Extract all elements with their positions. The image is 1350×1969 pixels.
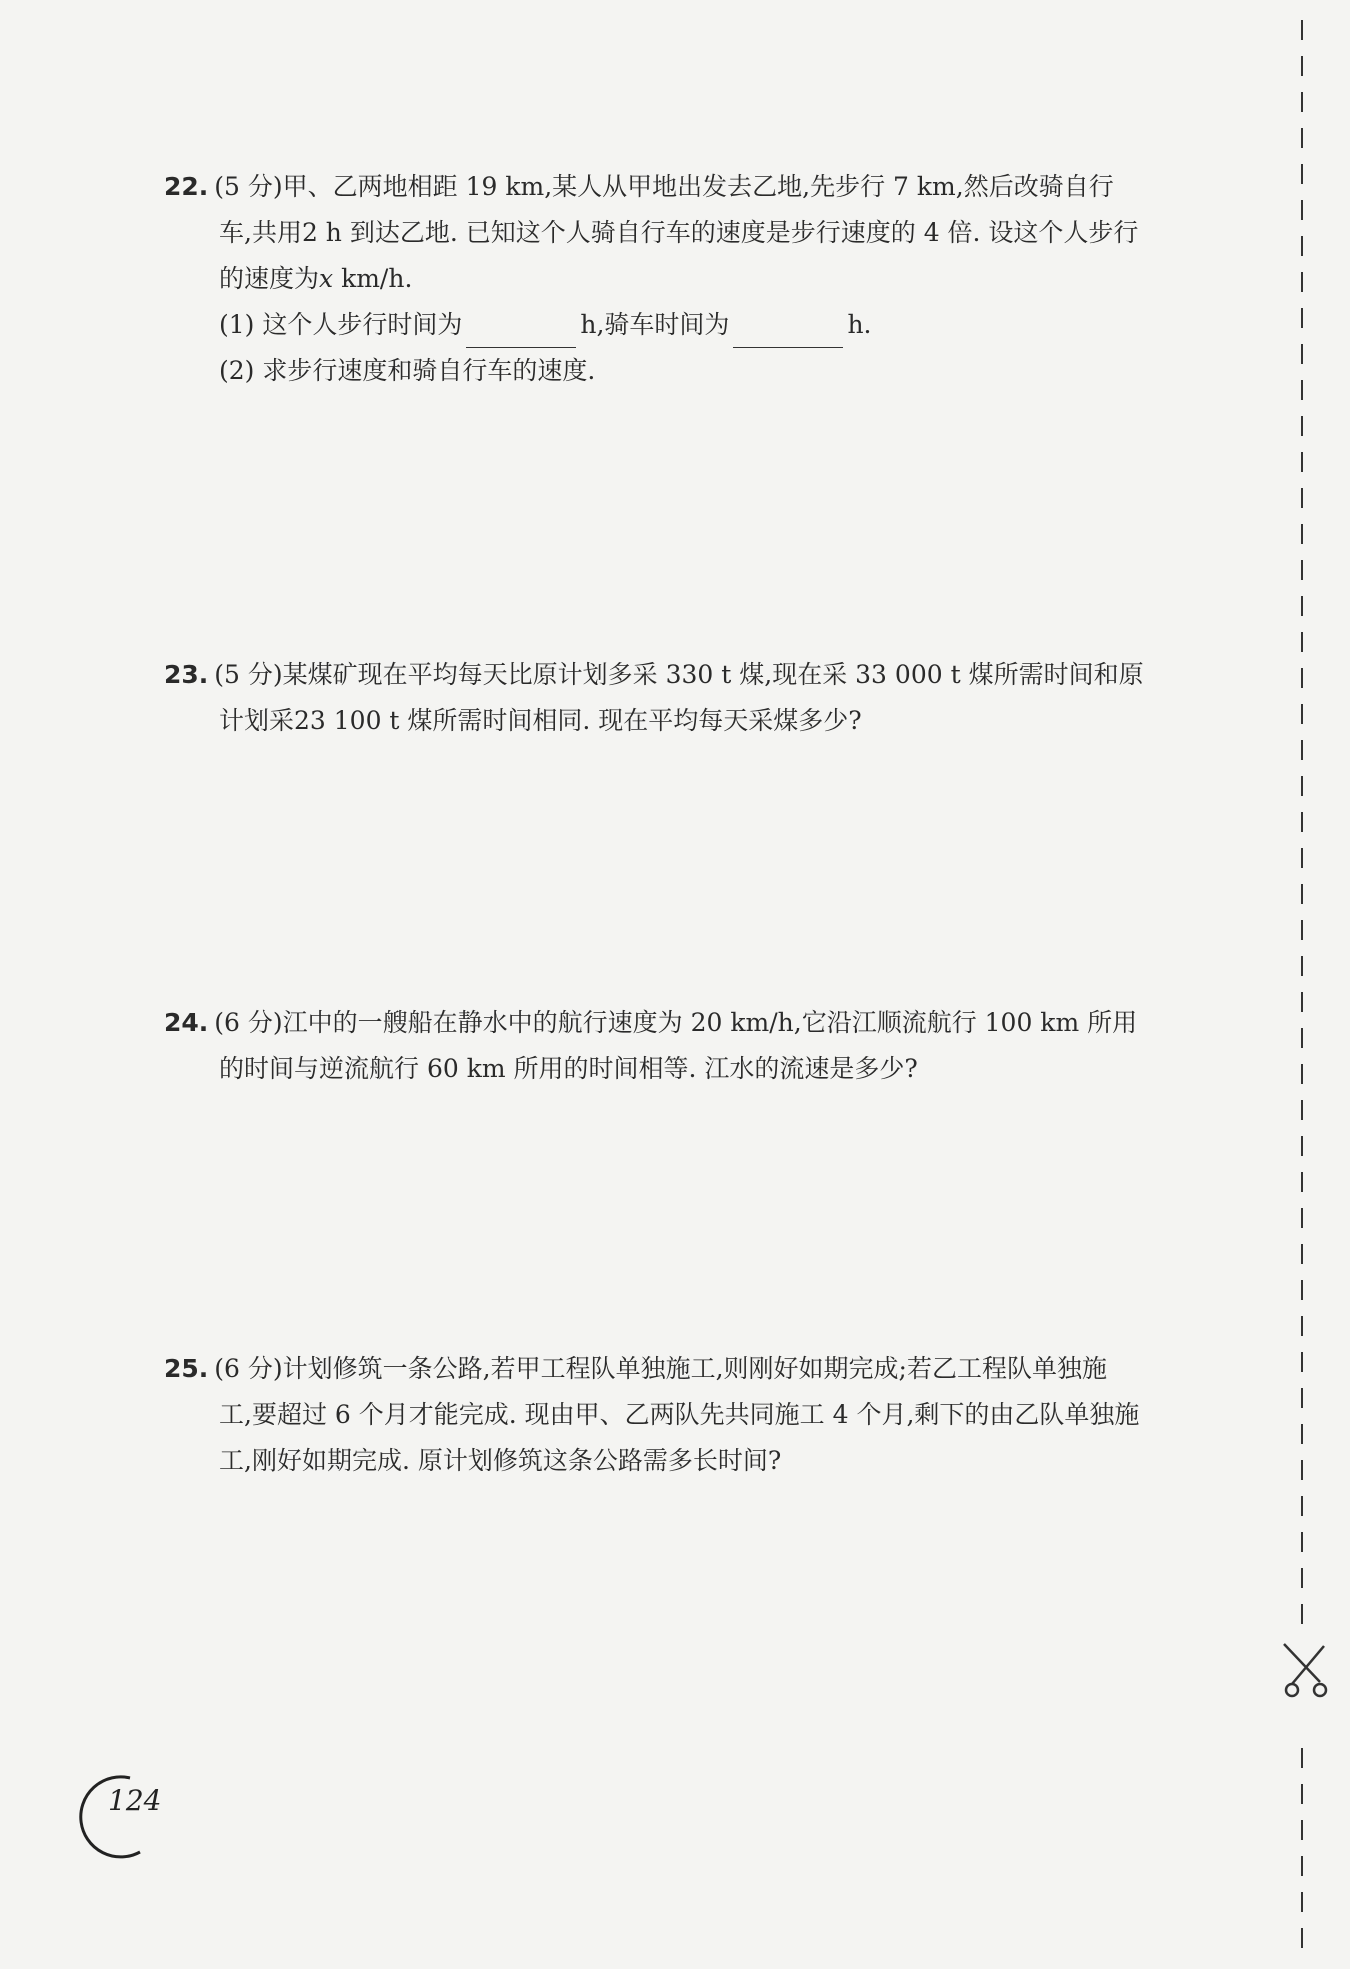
cut-line-dash [1301,272,1303,292]
cut-line-dash [1301,1604,1303,1624]
problem-text: (5 分)甲、乙两地相距 19 km,某人从甲地出发去乙地,先步行 7 km,然后改骑自行 [214,172,1114,201]
page-number-badge [70,1770,160,1860]
cut-line-dash [1301,1748,1303,1768]
answer-blank-2[interactable] [733,317,843,348]
problem-25-line-3: 工,刚好如期完成. 原计划修筑这条公路需多长时间? [219,1446,782,1475]
cut-line-dash [1301,1352,1303,1372]
cut-line-dash [1301,668,1303,688]
cut-line-dash [1301,1460,1303,1480]
cut-line-dash [1301,416,1303,436]
cut-line-dash [1301,1856,1303,1876]
problem-22-line-1 [164,164,1234,210]
problem-22 [164,164,1234,394]
cut-line-dash [1301,452,1303,472]
cut-line-dash [1301,200,1303,220]
cut-line-dash [1301,1280,1303,1300]
cut-line-dash [1301,1172,1303,1192]
problem-22-line-2: 车,共用2 h 到达乙地. 已知这个人骑自行车的速度是步行速度的 4 倍. 设这个人步行 [219,218,1139,247]
answer-blank-1[interactable] [466,317,576,348]
problem-25 [164,1346,1234,1484]
problem-24-line-1 [164,1000,1234,1046]
cut-line-dash [1301,380,1303,400]
cut-line-dash [1301,236,1303,256]
cut-line-dash [1301,704,1303,724]
cut-line-dash [1301,632,1303,652]
sub-question-text: h,骑车时间为 [580,310,730,339]
problem-number: 25. [164,1354,209,1383]
cut-line-dash [1301,1244,1303,1264]
cut-line-dash [1301,92,1303,112]
cut-line-dash [1301,1136,1303,1156]
problem-24 [164,1000,1234,1092]
page-number: 124 [108,1784,162,1817]
cut-line-dash [1301,20,1303,40]
cut-line-dash [1301,1928,1303,1948]
cut-line-dash [1301,344,1303,364]
cut-line-dash [1301,1568,1303,1588]
problem-number: 24. [164,1008,209,1037]
cut-line-dash [1301,56,1303,76]
cut-line-dash [1301,1892,1303,1912]
problem-number: 22. [164,172,209,201]
cut-line-dash [1301,992,1303,1012]
problem-22-line-3 [164,256,1234,302]
cut-line-dash [1301,920,1303,940]
cut-line-dash [1301,1820,1303,1840]
variable: x [319,264,334,293]
problem-25-line-2: 工,要超过 6 个月才能完成. 现由甲、乙两队先共同施工 4 个月,剩下的由乙队单独施 [219,1400,1140,1429]
cut-line-dash [1301,596,1303,616]
cut-line-dash [1301,1388,1303,1408]
sub-question-text: (1) 这个人步行时间为 [219,310,463,339]
scissors-icon [1280,1640,1330,1700]
cut-line-dash [1301,308,1303,328]
problem-23-line-1 [164,652,1234,698]
problem-25-line-1 [164,1346,1234,1392]
cut-line-dash [1301,1424,1303,1444]
cut-line-dash [1301,812,1303,832]
cut-line-dash [1301,164,1303,184]
problem-text: (6 分)计划修筑一条公路,若甲工程队单独施工,则刚好如期完成;若乙工程队单独施 [214,1354,1107,1383]
cut-line-dash [1301,848,1303,868]
problem-text: km/h. [333,264,413,293]
cut-line-dash [1301,1496,1303,1516]
cut-line-dash [1301,776,1303,796]
cut-line-dash [1301,1208,1303,1228]
problem-text: (6 分)江中的一艘船在静水中的航行速度为 20 km/h,它沿江顺流航行 100 km 所用 [214,1008,1138,1037]
problem-text: 的速度为 [219,264,320,293]
cut-line-dash [1301,128,1303,148]
cut-line-dash [1301,1100,1303,1120]
cut-line-dash [1301,740,1303,760]
cut-line-dash [1301,1784,1303,1804]
problem-23-line-2: 计划采23 100 t 煤所需时间相同. 现在平均每天采煤多少? [219,706,862,735]
problem-text: (5 分)某煤矿现在平均每天比原计划多采 330 t 煤,现在采 33 000 t 煤所需时间和原 [214,660,1144,689]
cut-line-dash [1301,1028,1303,1048]
cut-line-dash [1301,560,1303,580]
problem-23 [164,652,1234,744]
cut-line-dash [1301,1316,1303,1336]
sub-question-2: (2) 求步行速度和骑自行车的速度. [219,356,596,385]
sub-question-text: h. [847,310,872,339]
sub-question-1 [164,302,1234,348]
cut-line-dash [1301,1064,1303,1084]
problem-number: 23. [164,660,209,689]
cut-line-dash [1301,488,1303,508]
cut-line-dash [1301,1532,1303,1552]
cut-line-dash [1301,884,1303,904]
cut-line-dash [1301,956,1303,976]
problem-24-line-2: 的时间与逆流航行 60 km 所用的时间相等. 江水的流速是多少? [219,1054,918,1083]
cut-line-dash [1301,524,1303,544]
